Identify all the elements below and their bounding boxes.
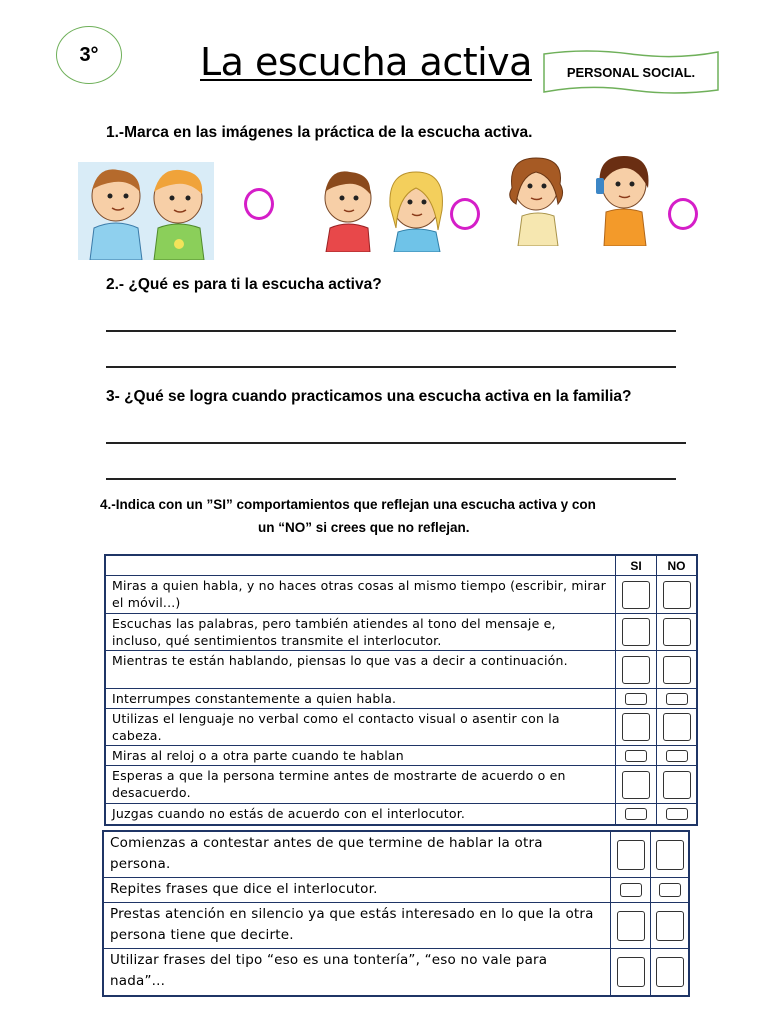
behavior-text: Mientras te están hablando, piensas lo que vas a decir a continuación.: [106, 651, 616, 688]
no-checkbox[interactable]: [666, 808, 688, 820]
table-row: [106, 614, 696, 651]
no-checkbox[interactable]: [659, 883, 681, 897]
behavior-text: Utilizas el lenguaje no verbal como el contacto visual o asentir con la cabeza.: [106, 709, 616, 745]
mark-circle-3[interactable]: [668, 198, 698, 230]
no-checkbox[interactable]: [666, 750, 688, 762]
table-row: [106, 746, 696, 766]
table-row: [106, 576, 696, 614]
behavior-text: Miras a quien habla, y no haces otras cosas al mismo tiempo (escribir, mirar el móvil...): [106, 576, 616, 613]
answer-line[interactable]: [106, 478, 676, 480]
answer-line[interactable]: [106, 330, 676, 332]
mark-circle-2[interactable]: [450, 198, 480, 230]
behavior-text: Miras al reloj o a otra parte cuando te hablan: [106, 746, 616, 765]
behavior-text: Juzgas cuando no estás de acuerdo con el interlocutor.: [106, 804, 616, 824]
no-checkbox[interactable]: [656, 840, 684, 870]
boy-and-girl-illustration: [316, 166, 452, 252]
question-4-line-2: un “NO” si crees que no reflejan.: [258, 520, 470, 535]
si-checkbox[interactable]: [625, 750, 647, 762]
si-checkbox[interactable]: [622, 581, 650, 609]
behavior-text: Repites frases que dice el interlocutor.: [104, 878, 611, 902]
si-checkbox[interactable]: [622, 656, 650, 684]
table-row: [106, 689, 696, 709]
no-checkbox[interactable]: [663, 713, 691, 741]
children-talking-illustration: [78, 162, 214, 260]
si-checkbox[interactable]: [622, 713, 650, 741]
behavior-text: Esperas a que la persona termine antes de mostrarte de acuerdo o en desacuerdo.: [106, 766, 616, 803]
answer-line[interactable]: [106, 366, 676, 368]
si-checkbox[interactable]: [620, 883, 642, 897]
table-row: [104, 903, 688, 949]
si-checkbox[interactable]: [622, 618, 650, 646]
header-si: SI: [616, 556, 657, 575]
table-row: [106, 804, 696, 824]
table-row: [106, 709, 696, 746]
table-row: [104, 878, 688, 903]
mark-circle-1[interactable]: [244, 188, 274, 220]
no-checkbox[interactable]: [663, 771, 691, 799]
si-checkbox[interactable]: [622, 771, 650, 799]
si-checkbox[interactable]: [617, 911, 645, 941]
answer-line[interactable]: [106, 442, 686, 444]
no-checkbox[interactable]: [656, 911, 684, 941]
table-header-row: [106, 556, 696, 576]
subject-banner: [542, 48, 720, 96]
no-checkbox[interactable]: [663, 581, 691, 609]
question-3: 3- ¿Qué se logra cuando practicamos una escucha activa en la familia?: [106, 388, 632, 405]
page-title: La escucha activa: [200, 40, 532, 84]
question-2: 2.- ¿Qué es para ti la escucha activa?: [106, 276, 382, 293]
grade-label: 3°: [79, 43, 99, 66]
table-row: [104, 832, 688, 878]
no-checkbox[interactable]: [663, 656, 691, 684]
grade-badge: [56, 26, 122, 84]
behaviors-table-continued: [102, 830, 690, 997]
no-checkbox[interactable]: [663, 618, 691, 646]
behavior-text: Utilizar frases del tipo “eso es una tontería”, “eso no vale para nada”...: [104, 949, 611, 995]
no-checkbox[interactable]: [666, 693, 688, 705]
no-checkbox[interactable]: [656, 957, 684, 987]
subject-label: PERSONAL SOCIAL.: [566, 64, 696, 80]
table-row: [106, 651, 696, 689]
table-row: [106, 766, 696, 804]
behavior-text: Escuchas las palabras, pero también atiendes al tono del mensaje e, incluso, qué sentimientos transmite el interlocutor.: [106, 614, 616, 650]
behaviors-table: [104, 554, 698, 826]
girls-phone-illustration: [500, 154, 664, 246]
si-checkbox[interactable]: [625, 808, 647, 820]
behavior-text: Comienzas a contestar antes de que termine de hablar la otra persona.: [104, 832, 611, 877]
header-no: NO: [667, 558, 686, 573]
si-checkbox[interactable]: [617, 957, 645, 987]
si-checkbox[interactable]: [625, 693, 647, 705]
si-checkbox[interactable]: [617, 840, 645, 870]
behavior-text: Interrumpes constantemente a quien habla.: [106, 689, 616, 708]
question-4-line-1: 4.-Indica con un ”SI” comportamientos que reflejan una escucha activa y con: [100, 497, 596, 512]
question-1: 1.-Marca en las imágenes la práctica de la escucha activa.: [106, 124, 533, 141]
behavior-text: Prestas atención en silencio ya que estás interesado en lo que la otra persona tiene que decirte.: [104, 903, 611, 948]
table-row: [104, 949, 688, 995]
